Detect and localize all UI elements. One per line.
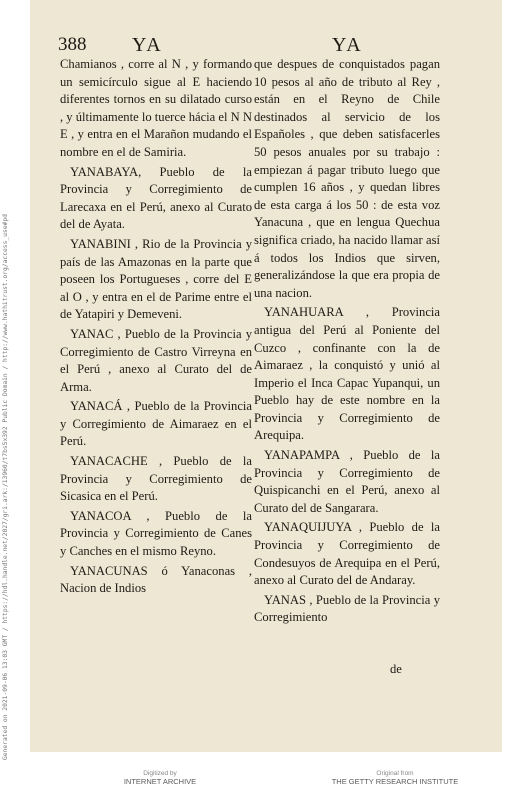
running-head-left: YA [132,34,163,56]
footer-internet-archive: INTERNET ARCHIVE [123,777,197,786]
dictionary-entry: YANAHUARA , Provincia antigua del Perú al Poniente del Cuzco , confinante con la de Aimaraez , la conquistó y unió al Imperio el Inca Capac Yupanqui, un Pueblo hay de este nombre en la Provincia y Corregimiento de Arequipa. [254,305,440,443]
left-column [60,56,252,600]
dictionary-entry: que despues de conquistados pagan 10 pesos al año de tributo al Rey , están en el Reyno de Chile destinados al servicio de los Españoles , que deben satisfacerles 50 pesos anuales por su trabajo : empiezan á pagar tributo luego que cumplen 16 años , y quedan libres de esta carga á los 50 : de esta voz Yanacuna , que en lengua Quechua significa criado, ha nacido llamar así á todos los Indios que sirven, generalizándose la que era propia de una nacion. [254,57,440,300]
footer-source [310,770,480,786]
dictionary-entry: YANAPAMPA , Pueblo de la Provincia y Corregimiento de Quispicanchi en el Perú, anexo al Curato del de Sangarara. [254,448,440,515]
footer-digitizer [100,770,220,786]
dictionary-entry: YANACOA , Pueblo de la Provincia y Corregimiento de Canes y Canches en el mismo Reyno. [60,508,252,559]
page-number: 388 [58,34,87,55]
dictionary-entry: YANAQUIJUYA , Pueblo de la Provincia y Corregimiento de Condesuyos de Arequipa en el Perú, anexo al Curato del de Andaray. [254,520,440,588]
running-head-right: YA [332,34,363,56]
catchword: de [390,662,402,676]
dictionary-entry: YANABAYA, Pueblo de la Provincia y Corregimiento de Larecaxa en el Perú, anexo al Curato del de Ayata. [60,164,252,232]
dictionary-entry: YANAS , Pueblo de la Provincia y Corregimiento [254,592,440,625]
dictionary-entry: YANACUNAS ó Yanaconas , Nacion de Indios [60,563,252,596]
footer-original-from: Original from [376,770,414,777]
footer-getty: THE GETTY RESEARCH INSTITUTE [331,777,459,786]
dictionary-entry: YANAC , Pueblo de la Provincia y Corregimiento de Castro Virreyna en el Perú , anexo al Curato del de Arma. [60,326,252,394]
dictionary-entry: YANABINI , Rio de la Provincia y país de las Amazonas en la parte que poseen los Portugueses , corre del E al O , y entra en el de Parime entre el de Yatapiri y Demeveni. [60,236,252,322]
footer-digitized-by: Digitized by [143,770,177,777]
page-header [0,34,511,58]
dictionary-entry: Chamianos , corre al N , y formando un semicírculo sigue al E haciendo diferentes tornos en su dilatado curso , y últimamente lo tuerce hácia el N N E , y entra en el Marañon mudando el nombre en el de Samiria. [60,57,252,159]
dictionary-entry: YANACÁ , Pueblo de la Provincia y Corregimiento de Aimaraez en el Perú. [60,399,252,449]
stamp-text: Generated on 2021-09-06 13:03 GMT / https://hdl.handle.net/2027/gri.ark:/13960/t7bs5x392 Public Domain / http://www.hathitrust.org/access_use#pd [2,214,9,760]
hathitrust-stamp [2,214,18,760]
right-column [254,56,440,629]
dictionary-entry: YANACACHE , Pueblo de la Provincia y Corregimiento de Sicasica en el Perú. [60,454,252,504]
